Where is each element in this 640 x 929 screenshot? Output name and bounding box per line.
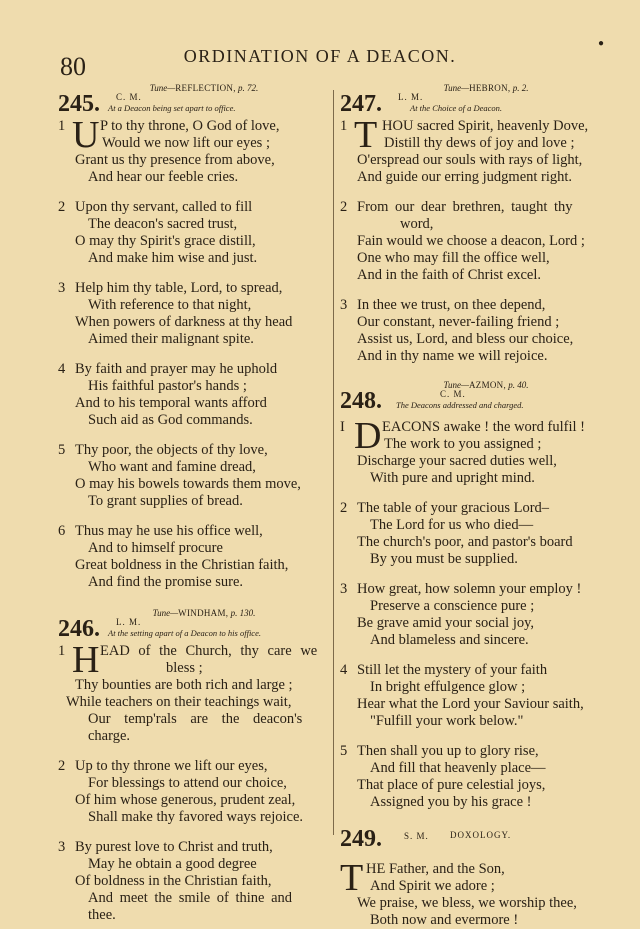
tune-line: Tune—HEBRON, p. 2. — [443, 83, 529, 93]
hymn-number: 246. — [58, 616, 100, 642]
verse: 2 The table of your gracious Lord– The Lord for us who died— The church's poor, and pastor's board By you must be supplied. — [340, 500, 573, 567]
tune-line: Tune—AZMON, p. 40. — [443, 380, 529, 390]
hymn-246 — [58, 607, 330, 924]
drop-cap: T — [340, 857, 364, 899]
verse: T HE Father, and the Son, And Spirit we adore ; We praise, we bless, we worship thee, Both now and evermore ! — [340, 857, 577, 928]
occasion: At a Deacon being set apart to office. — [108, 103, 236, 113]
verse: 2 From our dear brethren, taught thy word, Fain would we choose a deacon, Lord ; One who may fill the office well, And in the faith of Christ excel. — [340, 199, 585, 283]
verse: 2 Upon thy servant, called to fill The deacon's sacred trust, O may thy Spirit's grace distill, And make him wise and just. — [58, 199, 258, 266]
hymn-header — [340, 91, 612, 117]
occasion: At the Choice of a Deacon. — [410, 103, 503, 113]
hymn-number: 249. — [340, 826, 382, 852]
drop-cap: T — [354, 114, 378, 156]
meter: S. M. — [404, 831, 429, 841]
column-divider — [333, 90, 334, 835]
verse: 4 By faith and prayer may he uphold His faithful pastor's hands ; And to his temporal wants afford Such aid as God commands. — [58, 361, 278, 428]
verse: 3 How great, how solemn your employ ! Preserve a conscience pure ; Be grave amid your social joy, And blameless and sincere. — [340, 581, 582, 648]
running-head: ORDINATION OF A DEACON. — [183, 46, 457, 66]
hymn-247 — [340, 82, 612, 365]
hymn-245 — [58, 82, 330, 591]
tune-line: Tune—REFLECTION, p. 72. — [149, 83, 259, 93]
meter: L. M. — [116, 617, 142, 627]
doxology-label: DOXOLOGY. — [450, 830, 512, 840]
hymn-header — [58, 91, 330, 117]
meter: C. M. — [116, 92, 142, 102]
verse: 3 In thee we trust, on thee depend, Our constant, never-failing friend ; Assist us, Lord, and bless our choice, And in thy name we will rejoice. — [340, 297, 574, 364]
ink-speck: ● — [598, 38, 605, 49]
meter: L. M. — [398, 92, 424, 102]
hymn-249 — [340, 826, 612, 929]
meter: C. M. — [440, 389, 466, 399]
hymn-248 — [340, 379, 612, 811]
hymn-header — [340, 826, 612, 852]
drop-cap: D — [354, 415, 382, 457]
hymn-header — [58, 616, 330, 642]
verse: 1 H EAD of the Church, thy care we bless ; Thy bounties are both rich and large ; While teachers on their teachings wait, Our temp'rals are the deacon's charge. — [58, 639, 318, 744]
occasion: The Deacons addressed and charged. — [396, 400, 524, 410]
verse: 5 Thy poor, the objects of thy love, Who want and famine dread, O may his bowels towards them move, To grant supplies of bread. — [58, 442, 301, 509]
occasion: At the setting apart of a Deacon to his office. — [108, 628, 261, 638]
verse: 3 Help him thy table, Lord, to spread, With reference to that night, When powers of darkness at thy head Aimed their malignant spite. — [58, 280, 293, 347]
right-column — [340, 82, 612, 929]
hymn-number: 247. — [340, 91, 382, 117]
verse: I D EACONS awake ! the word fulfil ! The work to you assigned ; Discharge your sacred duties well, With pure and upright mind. — [340, 415, 585, 486]
page-number: 80 — [60, 52, 86, 81]
verse: 1 U P to thy throne, O God of love, Would we now lift our eyes ; Grant us thy presence from above, And hear our feeble cries. — [58, 114, 280, 185]
hymn-number: 248. — [340, 388, 382, 414]
verse: 4 Still let the mystery of your faith In bright effulgence glow ; Hear what the Lord your Saviour saith, "Fulfill your work below." — [340, 662, 584, 729]
verse: 6 Thus may he use his office well, And to himself procure Great boldness in the Christian faith, And find the promise sure. — [58, 523, 289, 590]
verse: 1 T HOU sacred Spirit, heavenly Dove, Distill thy dews of joy and love ; O'erspread our souls with rays of light, And guide our erring judgment right. — [340, 114, 589, 185]
hymn-number: 245. — [58, 91, 100, 117]
drop-cap: H — [72, 639, 100, 681]
drop-cap: U — [72, 114, 100, 156]
hymn-header — [340, 388, 612, 414]
verse: 3 By purest love to Christ and truth, May he obtain a good degree Of boldness in the Christian faith, And meet the smile of thine and thee. — [58, 839, 293, 923]
left-column — [58, 82, 330, 924]
verse: 5 Then shall you up to glory rise, And fill that heavenly place— That place of pure celestial joys, Assigned you by his grace ! — [340, 743, 546, 810]
tune-line: Tune—WINDHAM, p. 130. — [152, 608, 256, 618]
verse: 2 Up to thy throne we lift our eyes, For blessings to attend our choice, Of him whose generous, prudent zeal, Shall make thy favored ways rejoice. — [58, 758, 304, 825]
